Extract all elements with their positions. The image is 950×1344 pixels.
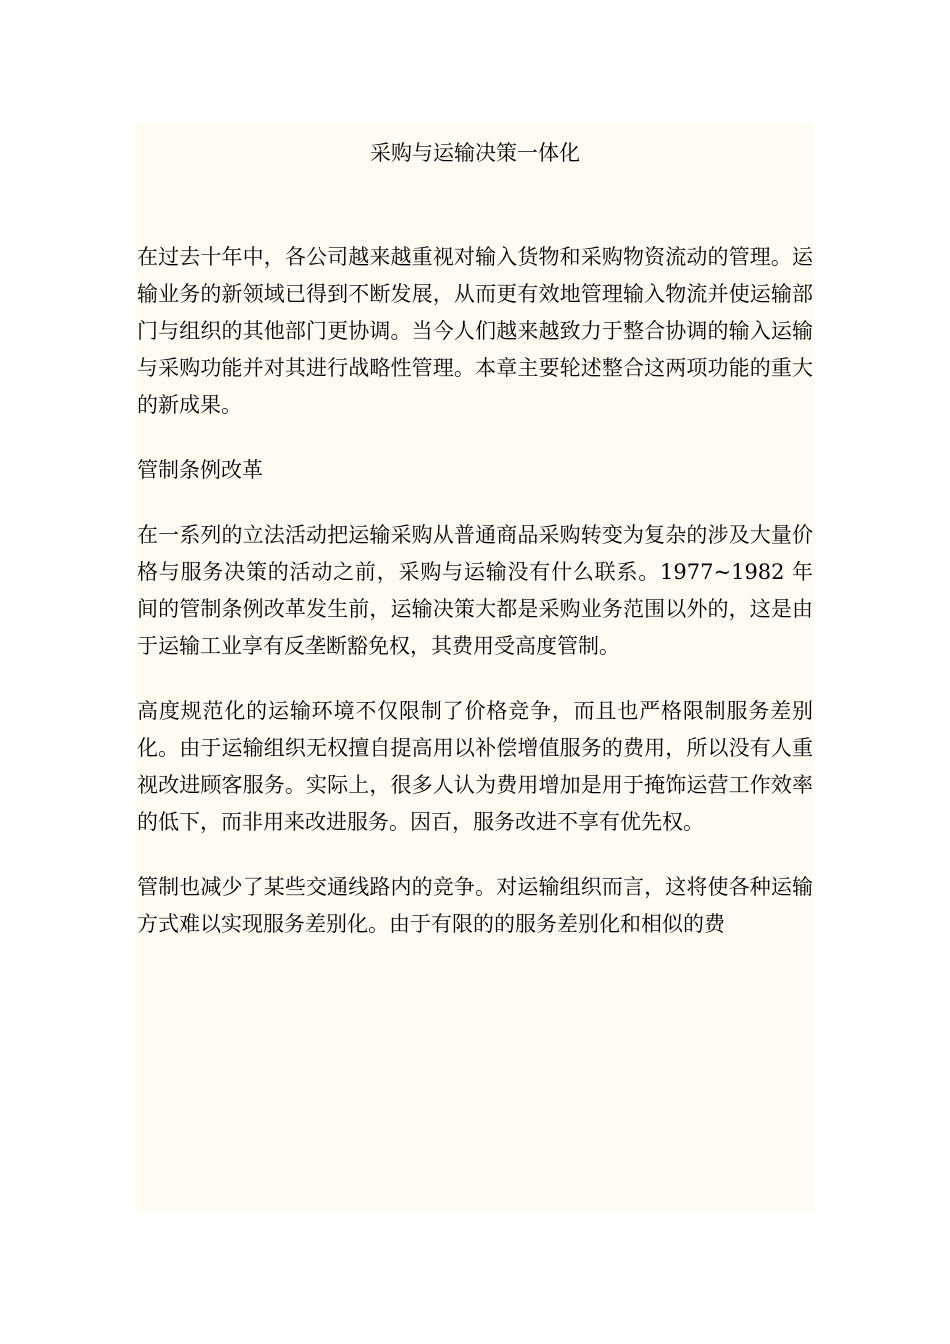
document-body <box>137 123 813 1211</box>
document-title: 采购与运输决策一体化 <box>370 141 580 165</box>
paragraph-intro: 在过去十年中，各公司越来越重视对输入货物和采购物资流动的管理。运输业务的新领域已得到不断发展，从而更有效地管理输入物流并使运输部门与组织的其他部门更协调。当今人们越来越致力于整合协调的输入运输与采购功能并对其进行战略性管理。本章主要轮述整合这两项功能的重大的新成果。 <box>137 245 813 417</box>
section-heading: 管制条例改革 <box>137 458 263 482</box>
paragraph-regulation: 在一系列的立法活动把运输采购从普通商品采购转变为复杂的涉及大量价格与服务决策的活动之前，采购与运输没有什么联系。1977~1982 年间的管制条例改革发生前，运输决策大都是采购业务范围以外的，这是由于运输工业享有反垄断豁免权，其费用受高度管制。 <box>137 523 813 658</box>
paragraph-service-differentiation: 高度规范化的运输环境不仅限制了价格竞争，而且也严格限制服务差别化。由于运输组织无权擅自提高用以补偿增值服务的费用，所以没有人重视改进顾客服务。实际上，很多人认为费用增加是用于掩饰运营工作效率的低下，而非用来改进服务。因百，服务改进不享有优先权。 <box>137 699 813 834</box>
paragraph-competition: 管制也减少了某些交通线路内的竞争。对运输组织而言，这将使各种运输方式难以实现服务差别化。由于有限的的服务差别化和相似的费 <box>137 875 813 936</box>
